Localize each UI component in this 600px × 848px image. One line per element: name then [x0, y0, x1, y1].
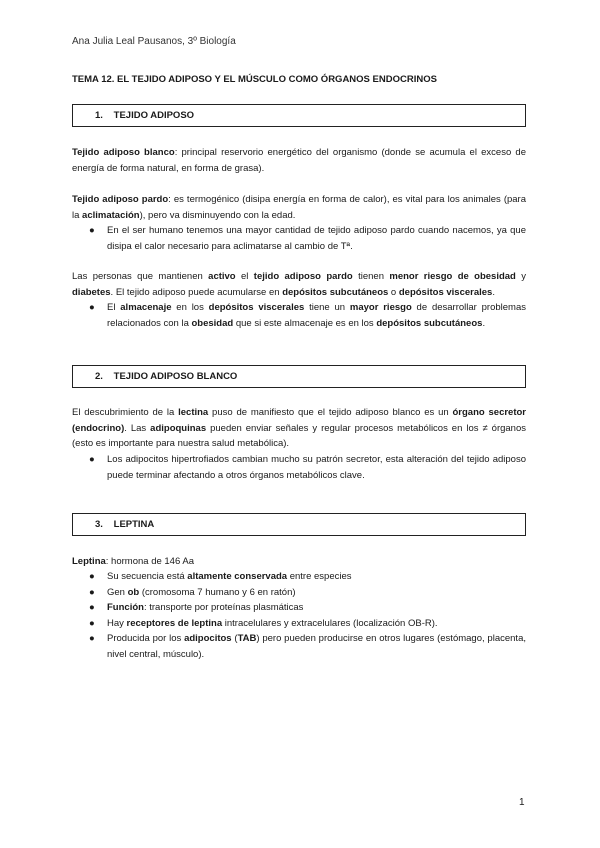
- bold-term: obesidad: [191, 317, 234, 329]
- list-item: [72, 631, 526, 662]
- text: (cromosoma 7 humano y 6 en ratón): [139, 586, 296, 598]
- section-number: 2.: [95, 371, 103, 382]
- bold-term: mayor riesgo: [349, 302, 412, 313]
- text: Las personas que mantienen: [72, 271, 209, 282]
- paragraph-tejido-pardo: [72, 192, 526, 223]
- bold-term: activo: [208, 271, 236, 282]
- bold-term: depósitos viscerales: [208, 302, 305, 313]
- bold-term: aclimatación: [82, 209, 140, 221]
- text: .: [482, 317, 486, 329]
- bold-term: Tejido adiposo blanco: [72, 147, 175, 158]
- bold-term: almacenaje: [120, 302, 172, 313]
- bullet-icon: ●: [89, 617, 95, 629]
- text: . Las: [124, 422, 151, 434]
- text: (: [231, 633, 238, 644]
- section-heading-1: [72, 104, 526, 127]
- text: : principal reservorio energético del organismo (donde se acumula el exceso de energía de forma natural, en forma de grasa).: [72, 147, 526, 174]
- list-item: [72, 600, 526, 616]
- text: pueden enviar señales y regular procesos metabólicos en los ≠ órganos (esto es importante para nuestra salud metabólica).: [72, 422, 526, 449]
- bold-term: Tejido adiposo pardo: [72, 194, 169, 205]
- bullet-icon: ●: [89, 454, 95, 465]
- page-header-author: Ana Julia Leal Pausanos, 3º Biología: [72, 36, 236, 47]
- bold-term: Leptina: [72, 556, 106, 567]
- text: Producida por los: [107, 633, 185, 644]
- text: el: [235, 271, 254, 282]
- text: de desarrollar problemas relacionados con la: [107, 302, 526, 329]
- bullet-icon: ●: [89, 571, 95, 582]
- text: Los adipocitos hipertrofiados cambian mucho su patrón secretor, esta alteración del tejido adiposo puede terminar afectando a otros órganos metabólicos clave.: [107, 454, 526, 481]
- text: Hay: [107, 617, 127, 629]
- text: y: [515, 271, 527, 282]
- list-item: [72, 223, 526, 254]
- text: : es termogénico (disipa energía en forma de calor), es vital para los animales (para la: [72, 194, 527, 221]
- text: en los: [171, 302, 209, 313]
- bold-term: adipoquinas: [150, 422, 207, 434]
- bold-term: tejido adiposo pardo: [253, 271, 353, 282]
- bold-term: depósitos subcutáneos: [376, 317, 483, 329]
- text: tiene un: [304, 302, 350, 313]
- page-number: 1: [519, 797, 525, 808]
- text: : transporte por proteínas plasmáticas: [143, 602, 304, 613]
- text: ), pero va disminuyendo con la edad.: [139, 209, 296, 221]
- bullet-list: [72, 300, 526, 331]
- text: tienen: [352, 271, 390, 282]
- text: entre especies: [287, 571, 352, 582]
- section-label: LEPTINA: [113, 519, 155, 530]
- bullet-icon: ●: [89, 302, 95, 313]
- text: . El tejido adiposo puede acumularse en: [110, 286, 283, 298]
- document-title: TEMA 12. EL TEJIDO ADIPOSO Y EL MÚSCULO COMO ÓRGANOS ENDOCRINOS: [72, 74, 437, 85]
- text: Su secuencia está: [107, 571, 188, 582]
- bold-term: ob: [127, 586, 140, 598]
- bold-term: receptores de leptina: [126, 617, 223, 629]
- bullet-icon: ●: [89, 633, 95, 644]
- section-number: 1.: [95, 110, 103, 121]
- bold-term: depósitos viscerales: [398, 286, 493, 298]
- paragraph-personas: [72, 269, 526, 300]
- text: Gen: [107, 586, 128, 598]
- text: puso de manifiesto que el tejido adiposo blanco es un: [208, 407, 453, 418]
- list-item: [72, 300, 526, 331]
- text: El: [107, 302, 121, 313]
- bold-term: menor riesgo de obesidad: [389, 271, 516, 282]
- bullet-icon: ●: [89, 602, 95, 613]
- section-heading-3: [72, 513, 526, 536]
- bold-term: depósitos subcutáneos: [282, 286, 389, 298]
- bullet-list: [72, 452, 526, 483]
- paragraph-tejido-blanco: [72, 145, 526, 176]
- text: intracelulares y extracelulares (localización OB-R).: [222, 617, 438, 629]
- text: que si este almacenaje es en los: [233, 317, 377, 329]
- text: o: [388, 286, 399, 298]
- text: En el ser humano tenemos una mayor cantidad de tejido adiposo pardo cuando nacemos, ya que disipa el calor necesario para aclimatarse al cambio de Tª.: [107, 225, 526, 252]
- bold-term: Función: [107, 602, 144, 613]
- text: ) pero pueden producirse en otros lugares (estómago, placenta, nivel central, músculo).: [107, 633, 526, 660]
- list-item: [72, 616, 526, 632]
- bullet-list: [72, 569, 526, 662]
- list-item: [72, 452, 526, 483]
- bold-term: TAB: [237, 633, 257, 644]
- bold-term: órgano secretor (endocrino): [72, 407, 527, 434]
- bullet-icon: ●: [89, 586, 95, 598]
- paragraph-lectina: [72, 405, 526, 452]
- list-item: [72, 569, 526, 585]
- section-label: TEJIDO ADIPOSO: [113, 110, 195, 121]
- text: : hormona de 146 Aa: [105, 556, 194, 567]
- section-number: 3.: [95, 519, 103, 530]
- text: .: [492, 286, 495, 298]
- bold-term: lectina: [178, 407, 209, 418]
- list-item: [72, 585, 526, 601]
- section-heading-2: [72, 365, 526, 388]
- bold-term: altamente conservada: [187, 571, 288, 582]
- bold-term: adipocitos: [184, 633, 232, 644]
- section-label: TEJIDO ADIPOSO BLANCO: [113, 371, 238, 382]
- bullet-list: [72, 223, 526, 254]
- text: El descubrimiento de la: [72, 407, 179, 418]
- paragraph-leptina: [72, 554, 526, 570]
- bullet-icon: ●: [89, 225, 95, 236]
- bold-term: diabetes: [72, 286, 111, 298]
